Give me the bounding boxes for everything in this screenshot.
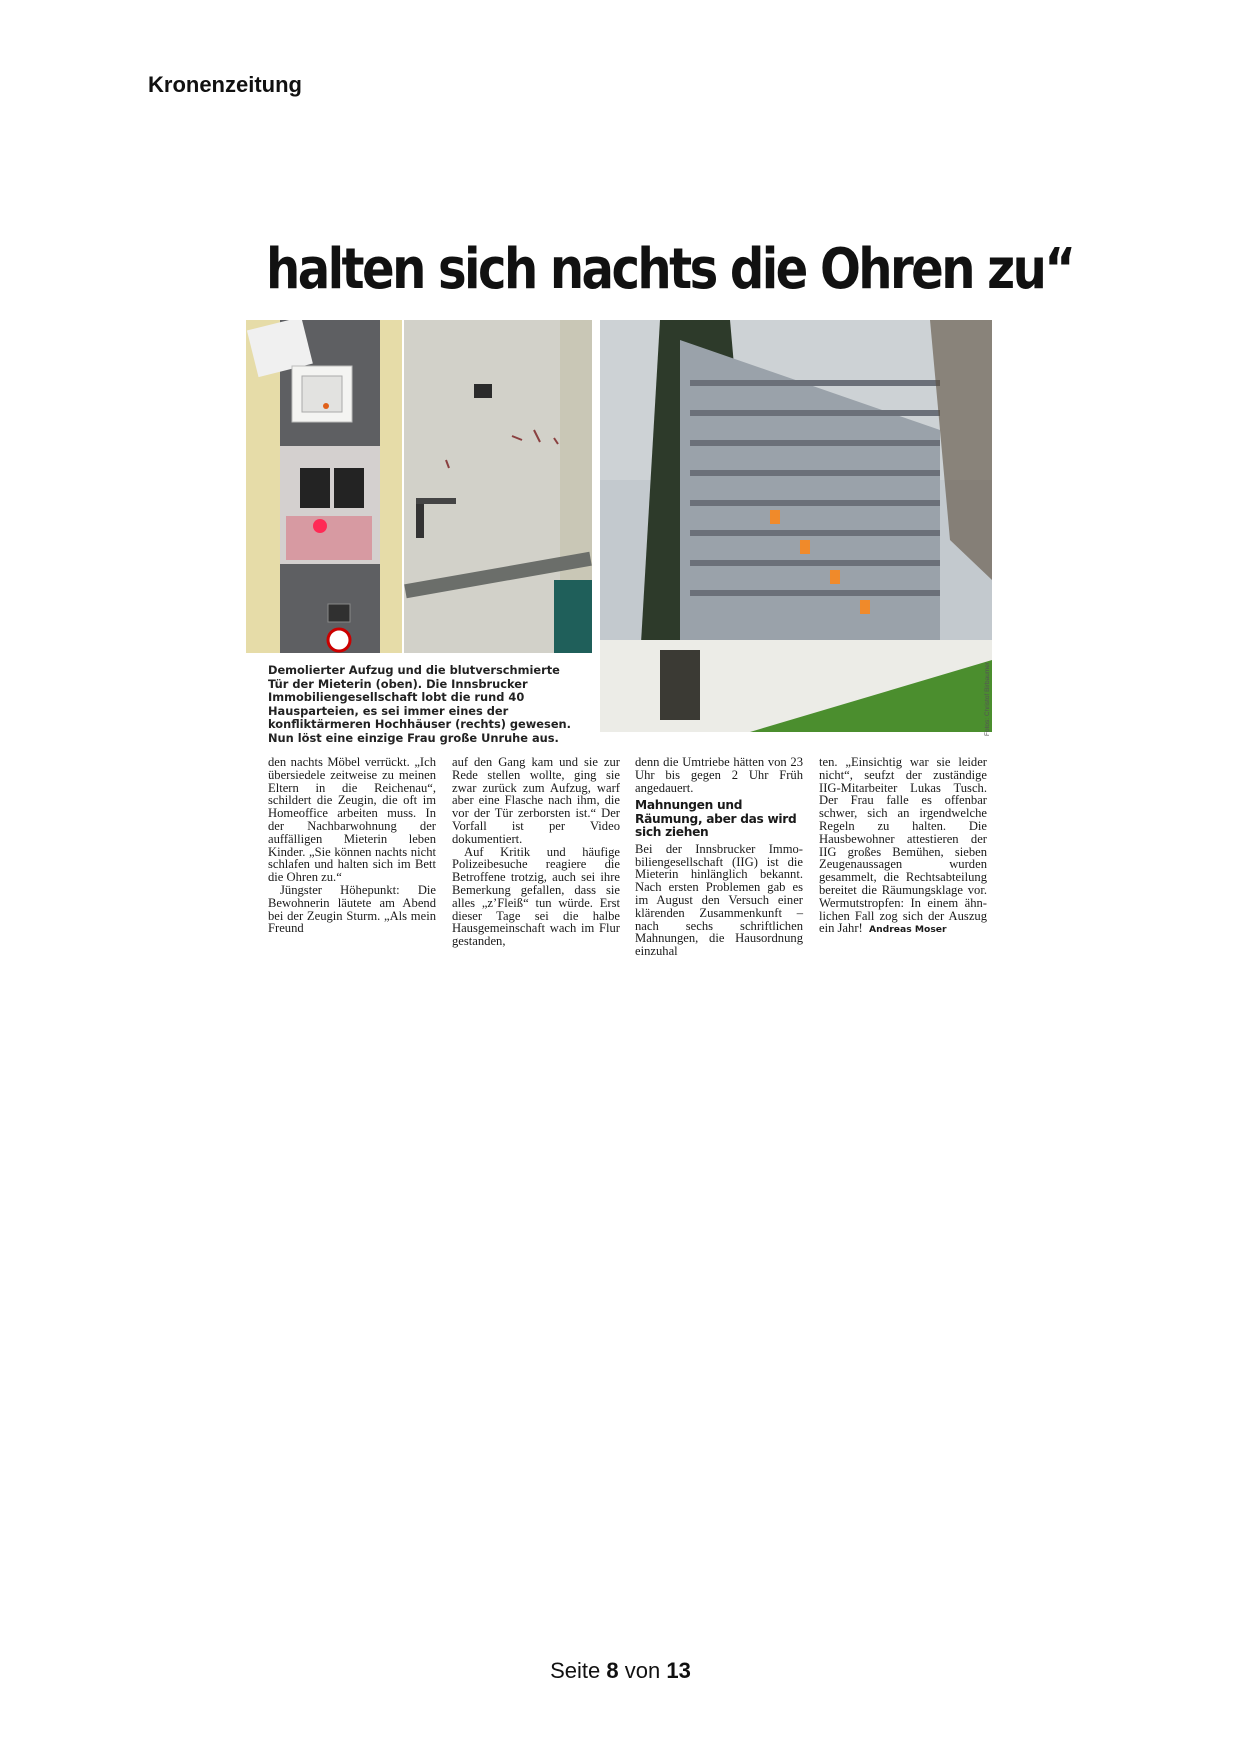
- article-column-1: [268, 756, 436, 935]
- paragraph: Jüngster Höhepunkt: Die Bewohnerin läutete am Abend bei der Zeugin Sturm. „Als mein Freund: [268, 882, 436, 936]
- article-column-3: [635, 756, 803, 958]
- elevator-photo-icon: [246, 320, 402, 653]
- document-source: Kronenzeitung: [148, 72, 302, 97]
- author-name: Andreas Moser: [869, 924, 947, 936]
- page-footer: [0, 1658, 1241, 1684]
- article-column-2: [452, 756, 620, 948]
- paragraph: denn die Umtriebe hätten von 23 Uhr bis gegen 2 Uhr Früh angedauert.: [635, 755, 803, 795]
- article-column-4: [819, 756, 987, 937]
- paragraph-text: ten. „Einsichtig war sie leider nicht“, seufzt der zuständige IIG-Mitarbeiter Lukas Tusch. Der Frau falle es offenbar schwer, sich an irgendwelche Regeln zu halten. Die Hausbewohner attestieren der IIG großes Bemühen, sieben Zeugenaussagen wurden gesammelt, die Rechtsabteilung bereitet die Räumungsklage vor. Wermutstropfen: In einem ähnlichen Fall zog sich der Auszug ein Jahr!: [819, 755, 987, 936]
- building-photo-icon: [600, 320, 992, 732]
- paragraph: den nachts Möbel verrückt. „Ich übersiedele zeitweise zu meinen Eltern in die Reichenau“, schildert die Zeugin, die oft im Homeoffice arbeiten muss. In der Nachbarwohnung der auffälligen Mieterin leben Kinder. „Sie können nachts nicht schlafen und halten sich im Bett die Ohren zu.“: [268, 755, 436, 885]
- headline: halten sich nachts die Ohren zu“: [266, 237, 1074, 302]
- footer-middle: von: [624, 1658, 661, 1683]
- paragraph: Auf Kritik und häufige Polizeibesuche reagiere die Betroffene trotzig, auch sei ihre Bemerkung gefallen, dass sie alles „z’Fleiß“ tun würde. Erst dieser Tage sei die halbe Hausgemeinschaft wach im Flur gestanden,: [452, 844, 620, 949]
- photo-caption: Demolierter Aufzug und die blutverschmierte Tür der Mieterin (oben). Die Innsbrucker Immobiliengesellschaft lobt die rund 40 Hausparteien, es sei immer eines der konfliktärmeren Hochhäuser (rechts) gewesen. Nun löst eine einzige Frau große Unruhe aus.: [268, 663, 571, 745]
- newspaper-clipping: [246, 237, 1074, 968]
- door-photo-icon: [404, 320, 592, 653]
- footer-prefix: Seite: [550, 1658, 601, 1683]
- paragraph: [819, 756, 987, 937]
- total-pages: 13: [666, 1658, 691, 1683]
- subheading: Mahnungen und Räumung, aber das wird sich ziehen: [635, 798, 797, 840]
- paragraph: auf den Gang kam und sie zur Rede stellen wollte, ging sie zwar zurück zum Aufzug, warf aber eine Flasche nach ihm, die vor der Tür zerborsten ist.“ Der Vorfall ist per Video dokumentiert.: [452, 755, 620, 846]
- current-page: 8: [606, 1658, 619, 1683]
- photo-credit: Fotos: Christof Birbaumer: [984, 661, 991, 736]
- article-body: [268, 756, 992, 966]
- paragraph: Bei der Innsbrucker Immobiliengesellschaft (IIG) ist die Mieterin hinlänglich bekannt. Nach ersten Problemen gab es im August den Versuch einer klärenden Zusammenkunft – nach sechs schriftlichen Mahnungen, die Hausordnung einzuhal: [635, 841, 803, 959]
